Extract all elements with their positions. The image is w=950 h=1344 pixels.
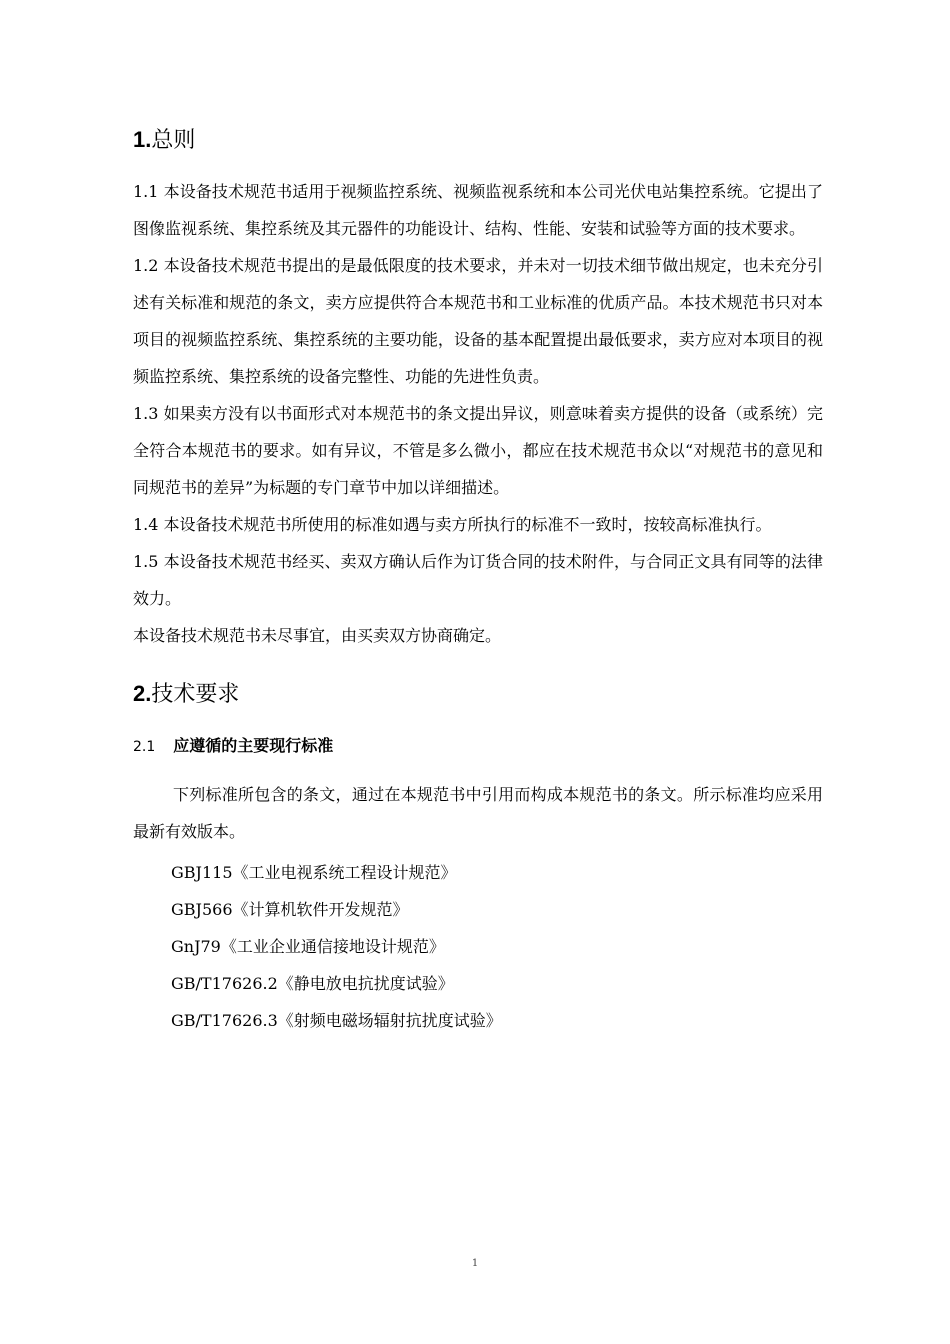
standards-intro: 下列标准所包含的条文，通过在本规范书中引用而构成本规范书的条文。所示标准均应采用最新有效版本。: [133, 785, 823, 841]
subsection-2-1-heading: [133, 731, 823, 762]
page-number: 1: [471, 1258, 479, 1269]
standard-item: GB/T17626.2《静电放电抗扰度试验》: [171, 974, 454, 993]
paragraph-1-1: 1.1 本设备技术规范书适用于视频监控系统、视频监视系统和本公司光伏电站集控系统。它提出了图像监视系统、集控系统及其元器件的功能设计、结构、性能、安装和试验等方面的技术要求。: [133, 182, 823, 238]
subsection-2-1-title: 应遵循的主要现行标准: [173, 736, 334, 755]
paragraph-1-closing: 本设备技术规范书未尽事宜，由买卖双方协商确定。: [133, 626, 502, 645]
section-1-number: 1.: [133, 127, 152, 152]
section-2-heading: [133, 672, 823, 717]
standard-item: GBJ115《工业电视系统工程设计规范》: [171, 863, 457, 882]
paragraph-1-4: 1.4 本设备技术规范书所使用的标准如遇与卖方所执行的标准不一致时，按较高标准执行。: [133, 515, 772, 534]
standard-item: GBJ566《计算机软件开发规范》: [171, 900, 409, 919]
paragraph-1-2: 1.2 本设备技术规范书提出的是最低限度的技术要求，并未对一切技术细节做出规定，也未充分引述有关标准和规范的条文，卖方应提供符合本规范书和工业标准的优质产品。本技术规范书只对本项目的视频监控系统、集控系统的主要功能，设备的基本配置提出最低要求，卖方应对本项目的视频监控系统、集控系统的设备完整性、功能的先进性负责。: [133, 256, 823, 386]
subsection-2-1-number: 2.1: [133, 739, 156, 755]
section-1-heading: [133, 118, 823, 163]
section-2-number: 2.: [133, 681, 152, 706]
paragraph-1-3: 1.3 如果卖方没有以书面形式对本规范书的条文提出异议，则意味着卖方提供的设备（或系统）完全符合本规范书的要求。如有异议，不管是多么微小，都应在技术规范书众以“对规范书的意见和同规范书的差异”为标题的专门章节中加以详细描述。: [133, 404, 823, 497]
section-1-title: 总则: [151, 128, 196, 153]
page-content: [133, 118, 823, 1039]
standards-list: [133, 854, 823, 1039]
paragraph-1-5: 1.5 本设备技术规范书经买、卖双方确认后作为订货合同的技术附件，与合同正文具有同等的法律效力。: [133, 552, 823, 608]
standard-item: GB/T17626.3《射频电磁场辐射抗扰度试验》: [171, 1011, 502, 1030]
section-2-title: 技术要求: [151, 682, 240, 707]
standard-item: GnJ79《工业企业通信接地设计规范》: [171, 937, 445, 956]
